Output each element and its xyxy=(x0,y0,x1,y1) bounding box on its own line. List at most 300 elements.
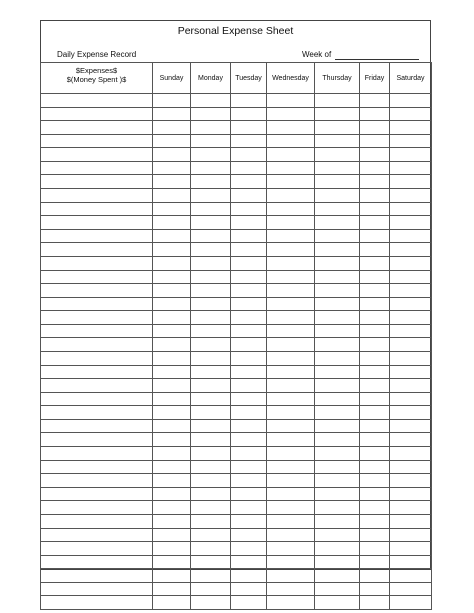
tuesday-cell[interactable] xyxy=(231,338,267,352)
monday-cell[interactable] xyxy=(191,202,231,216)
tuesday-cell[interactable] xyxy=(231,175,267,189)
expense-cell[interactable] xyxy=(41,94,153,108)
wednesday-cell[interactable] xyxy=(267,243,315,257)
tuesday-cell[interactable] xyxy=(231,256,267,270)
monday-cell[interactable] xyxy=(191,419,231,433)
thursday-cell[interactable] xyxy=(315,311,360,325)
saturday-cell[interactable] xyxy=(390,351,432,365)
monday-cell[interactable] xyxy=(191,94,231,108)
expense-cell[interactable] xyxy=(41,229,153,243)
friday-cell[interactable] xyxy=(360,474,390,488)
wednesday-cell[interactable] xyxy=(267,148,315,162)
monday-cell[interactable] xyxy=(191,514,231,528)
expense-cell[interactable] xyxy=(41,365,153,379)
wednesday-cell[interactable] xyxy=(267,501,315,515)
friday-cell[interactable] xyxy=(360,569,390,583)
thursday-cell[interactable] xyxy=(315,297,360,311)
wednesday-cell[interactable] xyxy=(267,324,315,338)
monday-cell[interactable] xyxy=(191,379,231,393)
monday-cell[interactable] xyxy=(191,555,231,569)
friday-cell[interactable] xyxy=(360,351,390,365)
friday-cell[interactable] xyxy=(360,121,390,135)
tuesday-cell[interactable] xyxy=(231,351,267,365)
wednesday-cell[interactable] xyxy=(267,406,315,420)
tuesday-cell[interactable] xyxy=(231,189,267,203)
tuesday-cell[interactable] xyxy=(231,514,267,528)
thursday-cell[interactable] xyxy=(315,542,360,556)
saturday-cell[interactable] xyxy=(390,256,432,270)
tuesday-cell[interactable] xyxy=(231,243,267,257)
wednesday-cell[interactable] xyxy=(267,189,315,203)
sunday-cell[interactable] xyxy=(153,270,191,284)
expense-cell[interactable] xyxy=(41,243,153,257)
expense-cell[interactable] xyxy=(41,134,153,148)
saturday-cell[interactable] xyxy=(390,94,432,108)
wednesday-cell[interactable] xyxy=(267,351,315,365)
tuesday-cell[interactable] xyxy=(231,94,267,108)
wednesday-cell[interactable] xyxy=(267,596,315,610)
saturday-cell[interactable] xyxy=(390,542,432,556)
wednesday-cell[interactable] xyxy=(267,542,315,556)
wednesday-cell[interactable] xyxy=(267,270,315,284)
monday-cell[interactable] xyxy=(191,501,231,515)
wednesday-cell[interactable] xyxy=(267,474,315,488)
expense-cell[interactable] xyxy=(41,433,153,447)
friday-cell[interactable] xyxy=(360,297,390,311)
friday-cell[interactable] xyxy=(360,365,390,379)
monday-cell[interactable] xyxy=(191,406,231,420)
monday-cell[interactable] xyxy=(191,121,231,135)
tuesday-cell[interactable] xyxy=(231,433,267,447)
expense-cell[interactable] xyxy=(41,338,153,352)
sunday-cell[interactable] xyxy=(153,216,191,230)
thursday-cell[interactable] xyxy=(315,487,360,501)
tuesday-cell[interactable] xyxy=(231,311,267,325)
friday-cell[interactable] xyxy=(360,270,390,284)
monday-cell[interactable] xyxy=(191,256,231,270)
friday-cell[interactable] xyxy=(360,284,390,298)
saturday-cell[interactable] xyxy=(390,107,432,121)
saturday-cell[interactable] xyxy=(390,514,432,528)
expense-cell[interactable] xyxy=(41,460,153,474)
sunday-cell[interactable] xyxy=(153,433,191,447)
saturday-cell[interactable] xyxy=(390,365,432,379)
monday-cell[interactable] xyxy=(191,175,231,189)
tuesday-cell[interactable] xyxy=(231,202,267,216)
saturday-cell[interactable] xyxy=(390,270,432,284)
thursday-cell[interactable] xyxy=(315,256,360,270)
tuesday-cell[interactable] xyxy=(231,528,267,542)
expense-cell[interactable] xyxy=(41,392,153,406)
wednesday-cell[interactable] xyxy=(267,284,315,298)
sunday-cell[interactable] xyxy=(153,229,191,243)
friday-cell[interactable] xyxy=(360,501,390,515)
monday-cell[interactable] xyxy=(191,542,231,556)
expense-cell[interactable] xyxy=(41,297,153,311)
thursday-cell[interactable] xyxy=(315,121,360,135)
expense-cell[interactable] xyxy=(41,202,153,216)
wednesday-cell[interactable] xyxy=(267,338,315,352)
sunday-cell[interactable] xyxy=(153,189,191,203)
thursday-cell[interactable] xyxy=(315,433,360,447)
friday-cell[interactable] xyxy=(360,243,390,257)
saturday-cell[interactable] xyxy=(390,487,432,501)
thursday-cell[interactable] xyxy=(315,379,360,393)
monday-cell[interactable] xyxy=(191,189,231,203)
expense-cell[interactable] xyxy=(41,419,153,433)
friday-cell[interactable] xyxy=(360,392,390,406)
sunday-cell[interactable] xyxy=(153,569,191,583)
thursday-cell[interactable] xyxy=(315,447,360,461)
tuesday-cell[interactable] xyxy=(231,270,267,284)
sunday-cell[interactable] xyxy=(153,243,191,257)
monday-cell[interactable] xyxy=(191,229,231,243)
friday-cell[interactable] xyxy=(360,419,390,433)
expense-cell[interactable] xyxy=(41,351,153,365)
monday-cell[interactable] xyxy=(191,447,231,461)
saturday-cell[interactable] xyxy=(390,175,432,189)
expense-cell[interactable] xyxy=(41,107,153,121)
monday-cell[interactable] xyxy=(191,487,231,501)
tuesday-cell[interactable] xyxy=(231,596,267,610)
tuesday-cell[interactable] xyxy=(231,324,267,338)
thursday-cell[interactable] xyxy=(315,460,360,474)
expense-cell[interactable] xyxy=(41,270,153,284)
friday-cell[interactable] xyxy=(360,107,390,121)
saturday-cell[interactable] xyxy=(390,447,432,461)
friday-cell[interactable] xyxy=(360,447,390,461)
tuesday-cell[interactable] xyxy=(231,284,267,298)
thursday-cell[interactable] xyxy=(315,202,360,216)
tuesday-cell[interactable] xyxy=(231,582,267,596)
wednesday-cell[interactable] xyxy=(267,379,315,393)
friday-cell[interactable] xyxy=(360,311,390,325)
saturday-cell[interactable] xyxy=(390,460,432,474)
thursday-cell[interactable] xyxy=(315,216,360,230)
saturday-cell[interactable] xyxy=(390,243,432,257)
sunday-cell[interactable] xyxy=(153,121,191,135)
monday-cell[interactable] xyxy=(191,338,231,352)
wednesday-cell[interactable] xyxy=(267,555,315,569)
expense-cell[interactable] xyxy=(41,528,153,542)
tuesday-cell[interactable] xyxy=(231,365,267,379)
thursday-cell[interactable] xyxy=(315,134,360,148)
thursday-cell[interactable] xyxy=(315,501,360,515)
tuesday-cell[interactable] xyxy=(231,474,267,488)
sunday-cell[interactable] xyxy=(153,311,191,325)
friday-cell[interactable] xyxy=(360,202,390,216)
monday-cell[interactable] xyxy=(191,148,231,162)
thursday-cell[interactable] xyxy=(315,148,360,162)
expense-cell[interactable] xyxy=(41,582,153,596)
wednesday-cell[interactable] xyxy=(267,487,315,501)
thursday-cell[interactable] xyxy=(315,514,360,528)
saturday-cell[interactable] xyxy=(390,311,432,325)
wednesday-cell[interactable] xyxy=(267,433,315,447)
tuesday-cell[interactable] xyxy=(231,487,267,501)
tuesday-cell[interactable] xyxy=(231,419,267,433)
monday-cell[interactable] xyxy=(191,474,231,488)
expense-cell[interactable] xyxy=(41,311,153,325)
sunday-cell[interactable] xyxy=(153,474,191,488)
thursday-cell[interactable] xyxy=(315,229,360,243)
tuesday-cell[interactable] xyxy=(231,392,267,406)
saturday-cell[interactable] xyxy=(390,582,432,596)
thursday-cell[interactable] xyxy=(315,365,360,379)
tuesday-cell[interactable] xyxy=(231,297,267,311)
expense-cell[interactable] xyxy=(41,175,153,189)
wednesday-cell[interactable] xyxy=(267,528,315,542)
thursday-cell[interactable] xyxy=(315,107,360,121)
monday-cell[interactable] xyxy=(191,365,231,379)
sunday-cell[interactable] xyxy=(153,392,191,406)
sunday-cell[interactable] xyxy=(153,94,191,108)
saturday-cell[interactable] xyxy=(390,379,432,393)
friday-cell[interactable] xyxy=(360,528,390,542)
friday-cell[interactable] xyxy=(360,514,390,528)
expense-cell[interactable] xyxy=(41,216,153,230)
thursday-cell[interactable] xyxy=(315,419,360,433)
expense-cell[interactable] xyxy=(41,569,153,583)
expense-cell[interactable] xyxy=(41,161,153,175)
wednesday-cell[interactable] xyxy=(267,365,315,379)
monday-cell[interactable] xyxy=(191,460,231,474)
expense-cell[interactable] xyxy=(41,324,153,338)
expense-cell[interactable] xyxy=(41,596,153,610)
saturday-cell[interactable] xyxy=(390,419,432,433)
monday-cell[interactable] xyxy=(191,392,231,406)
thursday-cell[interactable] xyxy=(315,189,360,203)
monday-cell[interactable] xyxy=(191,528,231,542)
sunday-cell[interactable] xyxy=(153,582,191,596)
thursday-cell[interactable] xyxy=(315,270,360,284)
sunday-cell[interactable] xyxy=(153,406,191,420)
wednesday-cell[interactable] xyxy=(267,256,315,270)
thursday-cell[interactable] xyxy=(315,406,360,420)
tuesday-cell[interactable] xyxy=(231,121,267,135)
saturday-cell[interactable] xyxy=(390,161,432,175)
wednesday-cell[interactable] xyxy=(267,297,315,311)
saturday-cell[interactable] xyxy=(390,324,432,338)
sunday-cell[interactable] xyxy=(153,256,191,270)
friday-cell[interactable] xyxy=(360,338,390,352)
friday-cell[interactable] xyxy=(360,460,390,474)
thursday-cell[interactable] xyxy=(315,596,360,610)
tuesday-cell[interactable] xyxy=(231,148,267,162)
thursday-cell[interactable] xyxy=(315,392,360,406)
tuesday-cell[interactable] xyxy=(231,555,267,569)
sunday-cell[interactable] xyxy=(153,324,191,338)
monday-cell[interactable] xyxy=(191,311,231,325)
expense-cell[interactable] xyxy=(41,189,153,203)
friday-cell[interactable] xyxy=(360,406,390,420)
wednesday-cell[interactable] xyxy=(267,582,315,596)
wednesday-cell[interactable] xyxy=(267,569,315,583)
friday-cell[interactable] xyxy=(360,596,390,610)
sunday-cell[interactable] xyxy=(153,175,191,189)
wednesday-cell[interactable] xyxy=(267,447,315,461)
thursday-cell[interactable] xyxy=(315,175,360,189)
expense-cell[interactable] xyxy=(41,542,153,556)
tuesday-cell[interactable] xyxy=(231,107,267,121)
sunday-cell[interactable] xyxy=(153,487,191,501)
thursday-cell[interactable] xyxy=(315,351,360,365)
friday-cell[interactable] xyxy=(360,555,390,569)
sunday-cell[interactable] xyxy=(153,528,191,542)
expense-cell[interactable] xyxy=(41,256,153,270)
expense-cell[interactable] xyxy=(41,501,153,515)
monday-cell[interactable] xyxy=(191,297,231,311)
friday-cell[interactable] xyxy=(360,216,390,230)
sunday-cell[interactable] xyxy=(153,501,191,515)
thursday-cell[interactable] xyxy=(315,555,360,569)
expense-cell[interactable] xyxy=(41,447,153,461)
sunday-cell[interactable] xyxy=(153,555,191,569)
tuesday-cell[interactable] xyxy=(231,216,267,230)
expense-cell[interactable] xyxy=(41,406,153,420)
wednesday-cell[interactable] xyxy=(267,94,315,108)
saturday-cell[interactable] xyxy=(390,284,432,298)
saturday-cell[interactable] xyxy=(390,474,432,488)
wednesday-cell[interactable] xyxy=(267,202,315,216)
friday-cell[interactable] xyxy=(360,379,390,393)
saturday-cell[interactable] xyxy=(390,202,432,216)
saturday-cell[interactable] xyxy=(390,501,432,515)
friday-cell[interactable] xyxy=(360,324,390,338)
tuesday-cell[interactable] xyxy=(231,542,267,556)
wednesday-cell[interactable] xyxy=(267,175,315,189)
friday-cell[interactable] xyxy=(360,175,390,189)
wednesday-cell[interactable] xyxy=(267,419,315,433)
wednesday-cell[interactable] xyxy=(267,392,315,406)
tuesday-cell[interactable] xyxy=(231,379,267,393)
saturday-cell[interactable] xyxy=(390,189,432,203)
sunday-cell[interactable] xyxy=(153,460,191,474)
wednesday-cell[interactable] xyxy=(267,134,315,148)
friday-cell[interactable] xyxy=(360,134,390,148)
sunday-cell[interactable] xyxy=(153,542,191,556)
sunday-cell[interactable] xyxy=(153,284,191,298)
friday-cell[interactable] xyxy=(360,229,390,243)
saturday-cell[interactable] xyxy=(390,134,432,148)
thursday-cell[interactable] xyxy=(315,243,360,257)
expense-cell[interactable] xyxy=(41,284,153,298)
saturday-cell[interactable] xyxy=(390,555,432,569)
saturday-cell[interactable] xyxy=(390,148,432,162)
tuesday-cell[interactable] xyxy=(231,134,267,148)
tuesday-cell[interactable] xyxy=(231,460,267,474)
wednesday-cell[interactable] xyxy=(267,107,315,121)
wednesday-cell[interactable] xyxy=(267,311,315,325)
week-of-blank-line[interactable] xyxy=(335,59,419,60)
sunday-cell[interactable] xyxy=(153,202,191,216)
saturday-cell[interactable] xyxy=(390,338,432,352)
sunday-cell[interactable] xyxy=(153,365,191,379)
tuesday-cell[interactable] xyxy=(231,161,267,175)
sunday-cell[interactable] xyxy=(153,297,191,311)
saturday-cell[interactable] xyxy=(390,216,432,230)
monday-cell[interactable] xyxy=(191,161,231,175)
sunday-cell[interactable] xyxy=(153,596,191,610)
monday-cell[interactable] xyxy=(191,270,231,284)
friday-cell[interactable] xyxy=(360,189,390,203)
sunday-cell[interactable] xyxy=(153,351,191,365)
monday-cell[interactable] xyxy=(191,134,231,148)
sunday-cell[interactable] xyxy=(153,447,191,461)
sunday-cell[interactable] xyxy=(153,161,191,175)
sunday-cell[interactable] xyxy=(153,419,191,433)
tuesday-cell[interactable] xyxy=(231,569,267,583)
wednesday-cell[interactable] xyxy=(267,121,315,135)
friday-cell[interactable] xyxy=(360,148,390,162)
expense-cell[interactable] xyxy=(41,379,153,393)
saturday-cell[interactable] xyxy=(390,229,432,243)
expense-cell[interactable] xyxy=(41,474,153,488)
monday-cell[interactable] xyxy=(191,107,231,121)
expense-cell[interactable] xyxy=(41,555,153,569)
thursday-cell[interactable] xyxy=(315,94,360,108)
friday-cell[interactable] xyxy=(360,582,390,596)
monday-cell[interactable] xyxy=(191,216,231,230)
expense-cell[interactable] xyxy=(41,514,153,528)
wednesday-cell[interactable] xyxy=(267,216,315,230)
tuesday-cell[interactable] xyxy=(231,501,267,515)
wednesday-cell[interactable] xyxy=(267,460,315,474)
friday-cell[interactable] xyxy=(360,433,390,447)
saturday-cell[interactable] xyxy=(390,392,432,406)
wednesday-cell[interactable] xyxy=(267,229,315,243)
friday-cell[interactable] xyxy=(360,94,390,108)
tuesday-cell[interactable] xyxy=(231,229,267,243)
thursday-cell[interactable] xyxy=(315,474,360,488)
monday-cell[interactable] xyxy=(191,324,231,338)
friday-cell[interactable] xyxy=(360,487,390,501)
sunday-cell[interactable] xyxy=(153,107,191,121)
friday-cell[interactable] xyxy=(360,542,390,556)
sunday-cell[interactable] xyxy=(153,514,191,528)
wednesday-cell[interactable] xyxy=(267,161,315,175)
friday-cell[interactable] xyxy=(360,161,390,175)
thursday-cell[interactable] xyxy=(315,284,360,298)
saturday-cell[interactable] xyxy=(390,297,432,311)
tuesday-cell[interactable] xyxy=(231,447,267,461)
expense-cell[interactable] xyxy=(41,487,153,501)
thursday-cell[interactable] xyxy=(315,161,360,175)
wednesday-cell[interactable] xyxy=(267,514,315,528)
tuesday-cell[interactable] xyxy=(231,406,267,420)
thursday-cell[interactable] xyxy=(315,528,360,542)
monday-cell[interactable] xyxy=(191,596,231,610)
sunday-cell[interactable] xyxy=(153,379,191,393)
saturday-cell[interactable] xyxy=(390,433,432,447)
thursday-cell[interactable] xyxy=(315,338,360,352)
monday-cell[interactable] xyxy=(191,284,231,298)
sunday-cell[interactable] xyxy=(153,338,191,352)
monday-cell[interactable] xyxy=(191,351,231,365)
monday-cell[interactable] xyxy=(191,433,231,447)
thursday-cell[interactable] xyxy=(315,582,360,596)
saturday-cell[interactable] xyxy=(390,121,432,135)
monday-cell[interactable] xyxy=(191,569,231,583)
monday-cell[interactable] xyxy=(191,582,231,596)
thursday-cell[interactable] xyxy=(315,324,360,338)
sunday-cell[interactable] xyxy=(153,148,191,162)
expense-cell[interactable] xyxy=(41,148,153,162)
expense-cell[interactable] xyxy=(41,121,153,135)
monday-cell[interactable] xyxy=(191,243,231,257)
saturday-cell[interactable] xyxy=(390,569,432,583)
friday-cell[interactable] xyxy=(360,256,390,270)
